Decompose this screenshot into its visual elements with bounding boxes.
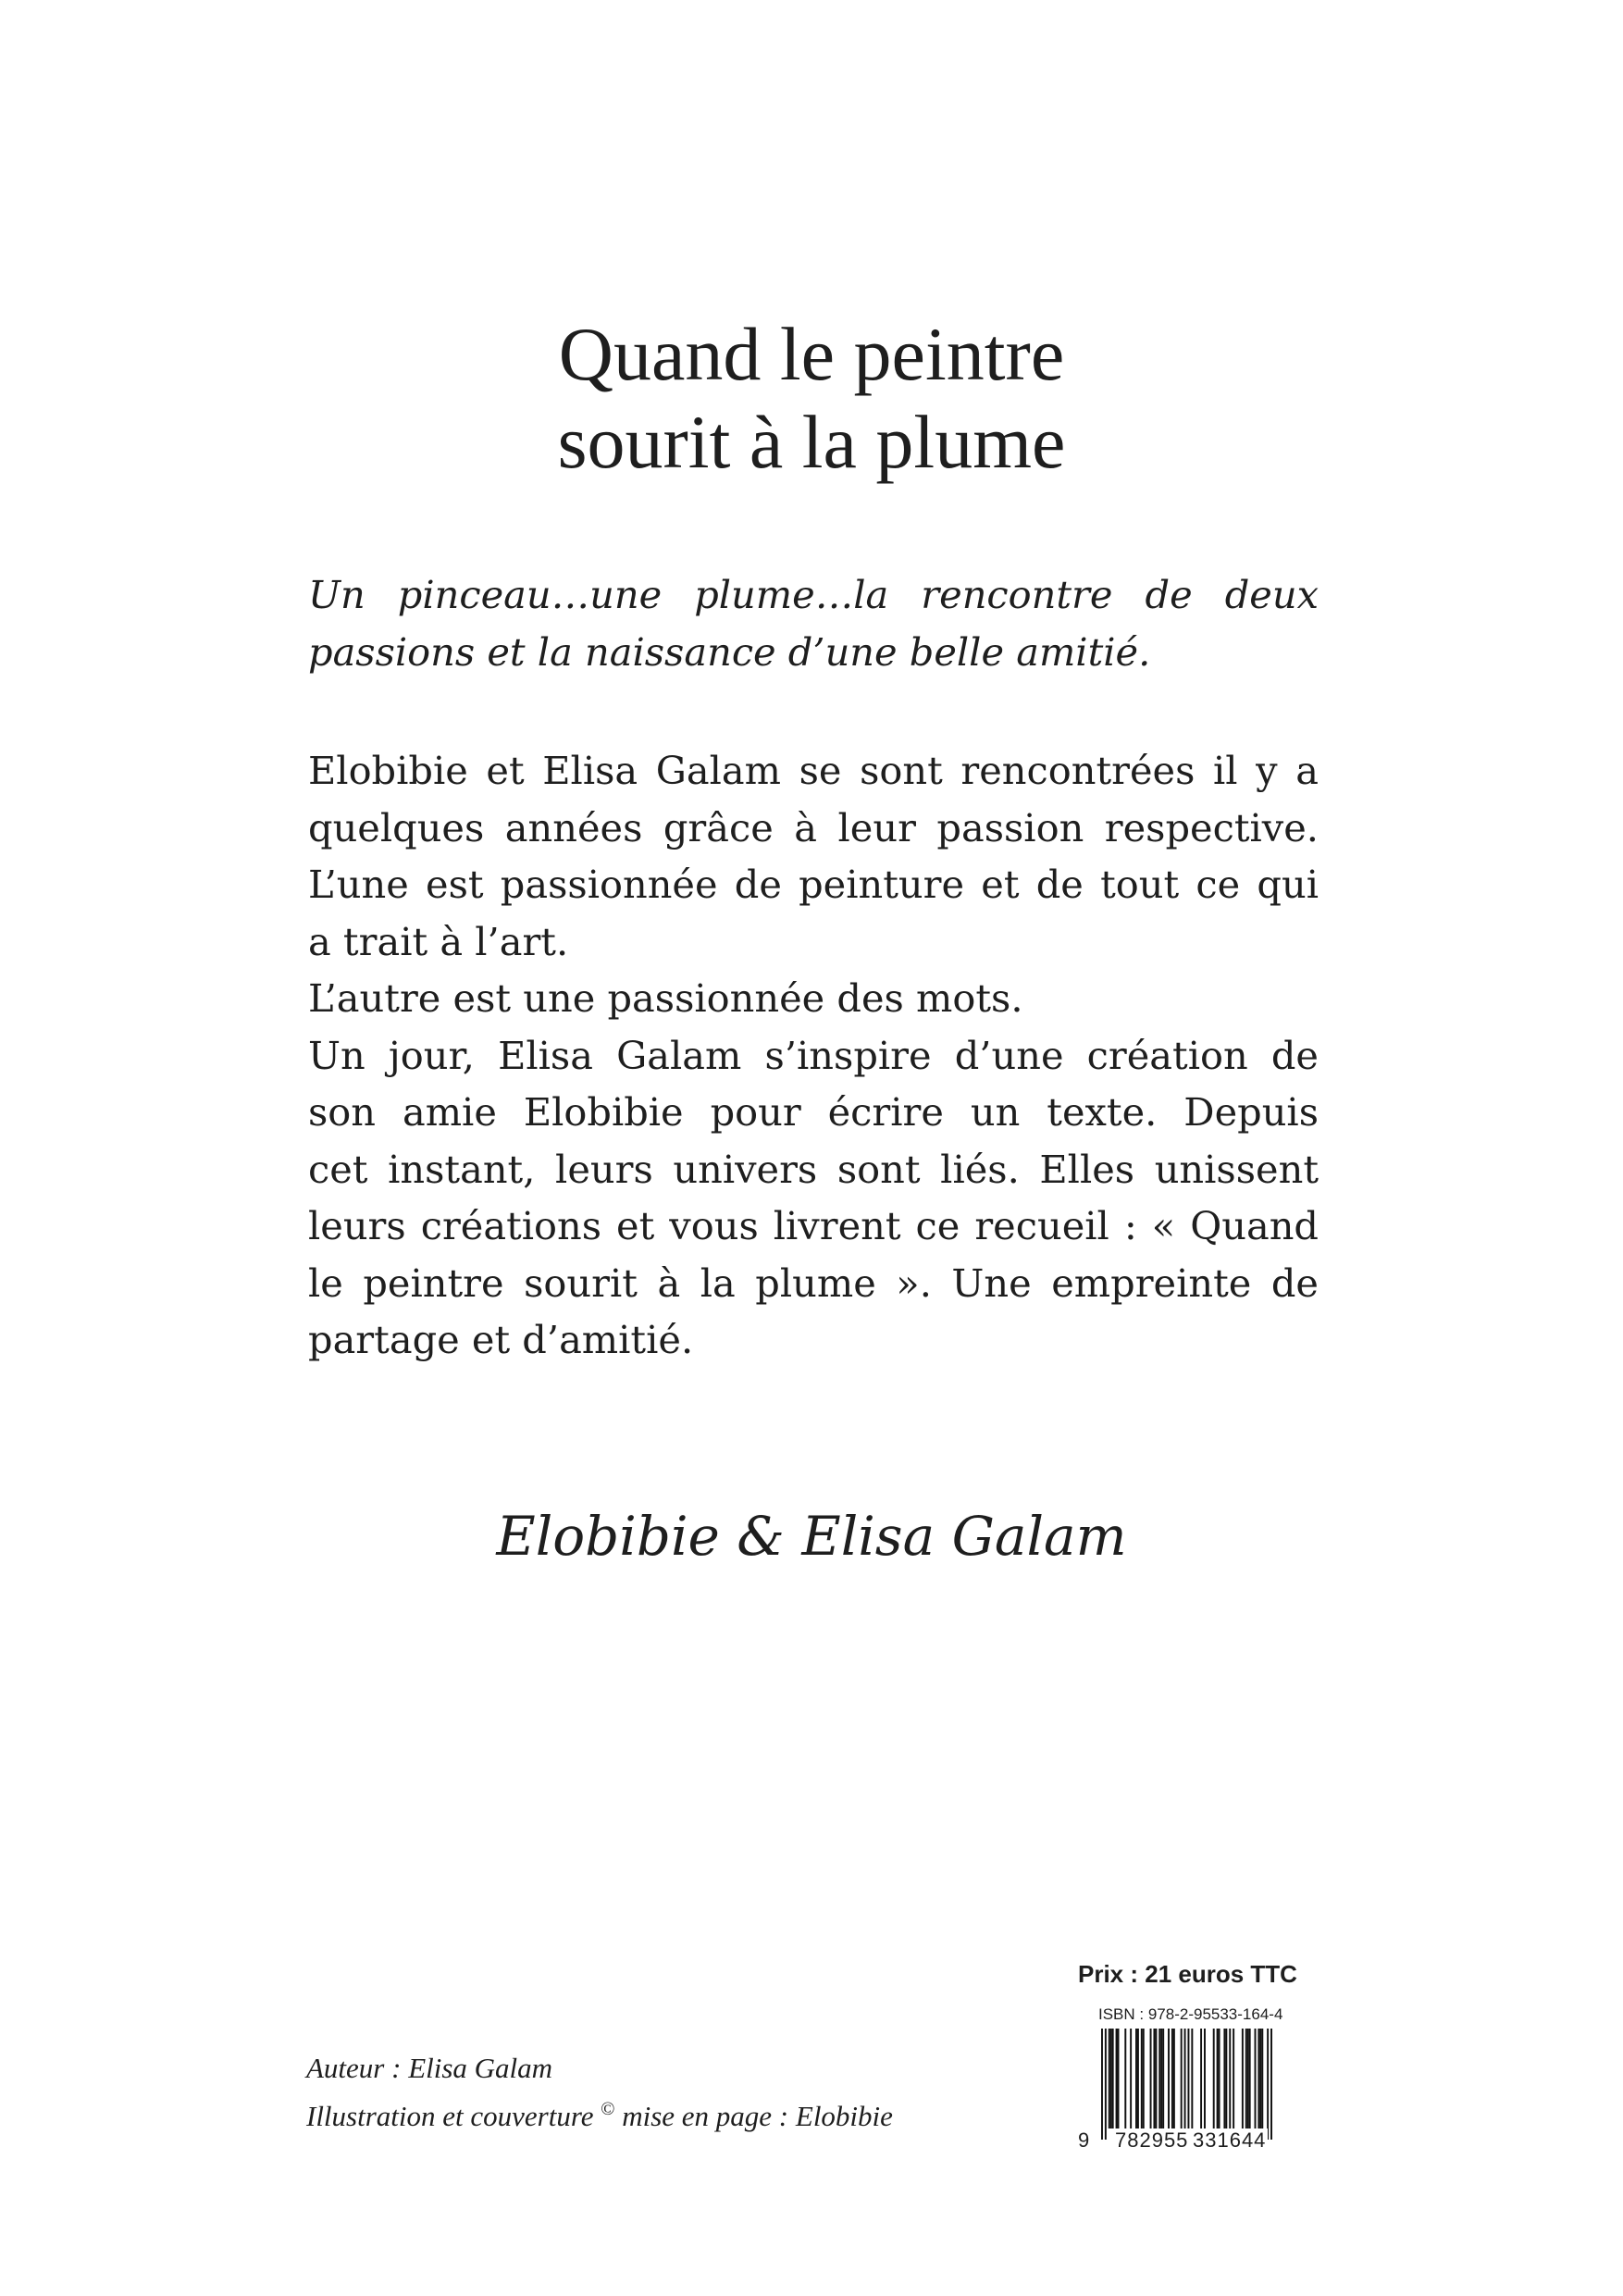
synopsis-line: a trait à l’art. <box>308 918 569 964</box>
barcode-bars <box>1101 2029 1272 2140</box>
synopsis <box>308 742 1319 1369</box>
barcode-bar <box>1259 2029 1261 2128</box>
barcode-bar <box>1153 2029 1155 2128</box>
barcode-bar <box>1118 2029 1120 2128</box>
synopsis-line: L’autre est une passionnée des mots. <box>308 975 1023 1021</box>
book-title-line-1: Quand le peintre <box>558 312 1065 396</box>
barcode-bar <box>1242 2029 1244 2128</box>
synopsis-line: L’une est passionnée de peinture et de tout ce qui <box>308 862 1319 907</box>
barcode-digit-group-1: 782955 <box>1115 2128 1189 2152</box>
barcode-bar <box>1255 2029 1257 2128</box>
tagline <box>308 566 1319 680</box>
barcode-bar <box>1155 2029 1157 2128</box>
barcode-bar <box>1233 2029 1234 2128</box>
barcode-bar <box>1225 2029 1227 2128</box>
credits <box>306 2048 893 2137</box>
barcode <box>1078 2029 1277 2167</box>
barcode-guard-bar <box>1267 2029 1269 2140</box>
copyright-symbol: © <box>601 2099 615 2119</box>
barcode-bar <box>1168 2029 1170 2128</box>
barcode-guard-bar <box>1187 2029 1189 2140</box>
synopsis-line: son amie Elobibie pour écrire un texte. Depuis <box>308 1089 1319 1135</box>
barcode-bar <box>1143 2029 1145 2128</box>
barcode-bar <box>1112 2029 1114 2128</box>
barcode-bar <box>1116 2029 1118 2128</box>
synopsis-line: partage et d’amitié. <box>308 1317 694 1362</box>
synopsis-line: cet instant, leurs univers sont liés. Elles unissent <box>308 1146 1319 1192</box>
barcode-bar <box>1137 2029 1139 2128</box>
book-title <box>0 310 1623 486</box>
barcode-bar <box>1130 2029 1132 2128</box>
synopsis-line: leurs créations et vous livrent ce recueil : « Quand <box>308 1203 1319 1248</box>
barcode-bar <box>1135 2029 1137 2128</box>
barcode-bar <box>1141 2029 1143 2128</box>
barcode-digit-group-2: 331644 <box>1193 2128 1267 2152</box>
barcode-bar <box>1150 2029 1152 2128</box>
barcode-bar <box>1181 2029 1183 2128</box>
barcode-first-digit: 9 <box>1078 2128 1090 2152</box>
barcode-bar <box>1124 2029 1126 2128</box>
authors-signature: Elobibie & Elisa Galam <box>496 1505 1127 1568</box>
barcode-bar <box>1204 2029 1206 2128</box>
barcode-bar <box>1171 2029 1173 2128</box>
barcode-guard-bar <box>1105 2029 1107 2140</box>
barcode-bar <box>1245 2029 1247 2128</box>
synopsis-line: quelques années grâce à leur passion respective. <box>308 804 1319 850</box>
barcode-bar <box>1217 2029 1219 2128</box>
tagline-line: passions et la naissance d’une belle amitié. <box>308 628 1151 675</box>
credit-author: Auteur : Elisa Galam <box>306 2052 553 2084</box>
barcode-guard-bar <box>1101 2029 1103 2140</box>
book-title-line-2: sourit à la plume <box>557 400 1066 484</box>
credit-illustration <box>306 2089 893 2137</box>
barcode-bar <box>1162 2029 1164 2128</box>
barcode-bar <box>1261 2029 1263 2128</box>
barcode-bar <box>1200 2029 1202 2128</box>
barcode-bar <box>1158 2029 1160 2128</box>
barcode-bar <box>1213 2029 1215 2128</box>
tagline-line: Un pinceau…une plume…la rencontre de deux <box>308 572 1319 617</box>
barcode-bar <box>1229 2029 1231 2128</box>
barcode-guard-bar <box>1270 2029 1272 2140</box>
credit-illustration-suffix: mise en page : Elobibie <box>614 2100 893 2132</box>
barcode-bar <box>1109 2029 1110 2128</box>
barcode-bar <box>1258 2029 1259 2128</box>
synopsis-line: Elobibie et Elisa Galam se sont rencontrées il y a <box>308 748 1319 793</box>
isbn-label: ISBN : 978-2-95533-164-4 <box>1098 2005 1283 2023</box>
barcode-bar <box>1110 2029 1112 2128</box>
barcode-bar <box>1247 2029 1249 2128</box>
synopsis-line: le peintre sourit à la plume ». Une empreinte de <box>308 1260 1319 1306</box>
barcode-bar <box>1249 2029 1251 2128</box>
barcode-bar <box>1191 2029 1193 2128</box>
barcode-guard-bar <box>1184 2029 1186 2140</box>
barcode-bar <box>1219 2029 1220 2128</box>
synopsis-line: Un jour, Elisa Galam s’inspire d’une création de <box>308 1032 1319 1078</box>
barcode-bar <box>1223 2029 1225 2128</box>
price-label: Prix : 21 euros TTC <box>1078 1960 1297 1988</box>
barcode-bar <box>1160 2029 1162 2128</box>
barcode-bar <box>1173 2029 1175 2128</box>
credit-illustration-prefix: Illustration et couverture <box>306 2100 594 2132</box>
